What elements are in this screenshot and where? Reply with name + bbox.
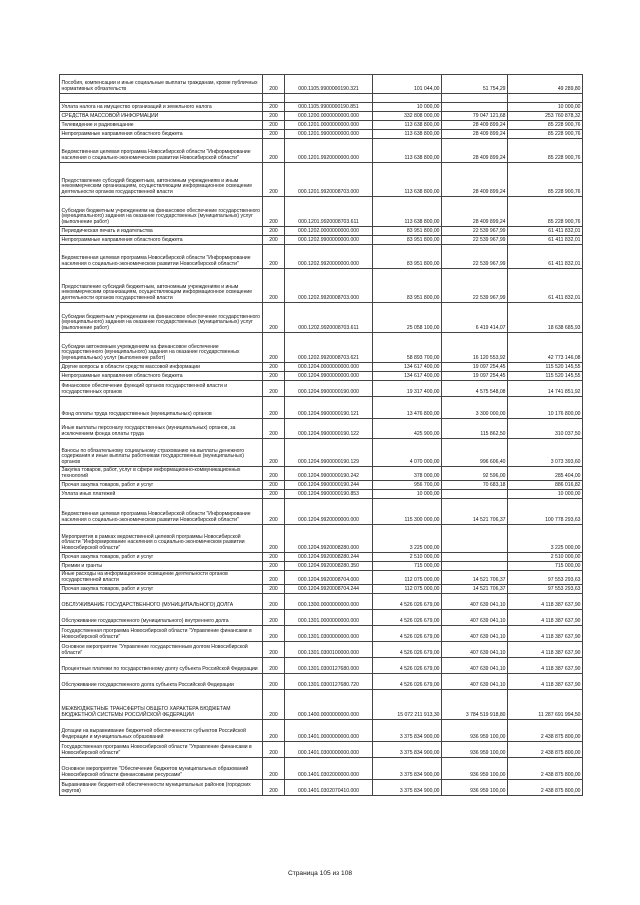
row-kvsr-cell: 200 bbox=[263, 499, 285, 525]
row-name-cell: Иные выплаты персоналу государственных (муниципальных) органов, за исключением фонда оплаты труда bbox=[60, 419, 263, 439]
row-rest-cell: 85 228 900,76 bbox=[508, 139, 583, 163]
row-rest-cell: 253 760 878,32 bbox=[508, 112, 583, 121]
row-code-cell: 000.1204.9920008280.350 bbox=[285, 562, 373, 571]
row-kvsr-cell: 200 bbox=[263, 481, 285, 490]
row-rest-cell: 886 016,82 bbox=[508, 481, 583, 490]
row-rest-cell: 3 225 000,00 bbox=[508, 525, 583, 553]
row-name-cell: Уплата иных платежей bbox=[60, 490, 263, 499]
row-exec-cell: 936 959 100,00 bbox=[442, 742, 508, 758]
row-rest-cell: 4 118 387 637,90 bbox=[508, 674, 583, 690]
row-name-cell bbox=[60, 94, 263, 103]
row-rest-cell: 10 000,00 bbox=[508, 490, 583, 499]
row-exec-cell: 115 862,50 bbox=[442, 419, 508, 439]
row-plan-cell: 101 044,00 bbox=[373, 75, 442, 94]
row-rest-cell: 97 553 293,63 bbox=[508, 571, 583, 585]
row-exec-cell: 22 539 967,99 bbox=[442, 245, 508, 269]
table-row bbox=[60, 571, 583, 585]
row-kvsr-cell bbox=[263, 94, 285, 103]
row-plan-cell: 4 070 000,00 bbox=[373, 439, 442, 467]
row-name-cell: Предоставление субсидий бюджетным, автономным учреждениям и иным некоммерческим организациям, осуществляющим информационное освещение деятельности органов государственной власти bbox=[60, 163, 263, 197]
row-exec-cell: 4 575 548,08 bbox=[442, 381, 508, 397]
row-plan-cell: 83 951 800,00 bbox=[373, 236, 442, 245]
row-kvsr-cell: 200 bbox=[263, 372, 285, 381]
row-code-cell: 000.1201.9920008703.611 bbox=[285, 197, 373, 227]
row-rest-cell: 85 228 900,76 bbox=[508, 121, 583, 130]
table-row bbox=[60, 720, 583, 742]
row-kvsr-cell: 200 bbox=[263, 121, 285, 130]
row-plan-cell: 10 000,00 bbox=[373, 490, 442, 499]
row-rest-cell: 10 176 800,00 bbox=[508, 397, 583, 419]
row-exec-cell: 28 409 899,24 bbox=[442, 197, 508, 227]
row-kvsr-cell: 200 bbox=[263, 139, 285, 163]
row-code-cell: 000.1204.0000000000.000 bbox=[285, 363, 373, 372]
row-name-cell: Субсидии бюджетным учреждениям на финансовое обеспечение государственного (муниципального) задания на оказание государственных (муниципальных) услуг (выполнение работ) bbox=[60, 303, 263, 333]
table-row bbox=[60, 227, 583, 236]
row-rest-cell: 100 778 293,63 bbox=[508, 499, 583, 525]
row-exec-cell: 22 539 967,99 bbox=[442, 269, 508, 303]
row-code-cell: 000.1301.0300000000.000 bbox=[285, 626, 373, 642]
row-exec-cell bbox=[442, 94, 508, 103]
row-exec-cell: 407 639 041,10 bbox=[442, 626, 508, 642]
row-rest-cell: 4 118 387 637,90 bbox=[508, 642, 583, 658]
row-kvsr-cell: 200 bbox=[263, 363, 285, 372]
row-exec-cell: 92 596,00 bbox=[442, 467, 508, 481]
table-row bbox=[60, 103, 583, 112]
table-row bbox=[60, 245, 583, 269]
row-rest-cell: 49 289,80 bbox=[508, 75, 583, 94]
table-row bbox=[60, 397, 583, 419]
row-name-cell: Субсидии бюджетным учреждениям на финансовое обеспечение государственного (муниципального) задания на оказание государственных (муниципальных) услуг (выполнение работ) bbox=[60, 197, 263, 227]
row-plan-cell: 113 638 800,00 bbox=[373, 121, 442, 130]
row-kvsr-cell: 200 bbox=[263, 103, 285, 112]
table-row bbox=[60, 626, 583, 642]
table-row bbox=[60, 490, 583, 499]
row-code-cell: 000.1201.9920000000.000 bbox=[285, 139, 373, 163]
row-exec-cell: 996 606,40 bbox=[442, 439, 508, 467]
row-code-cell: 000.1204.9900000190.853 bbox=[285, 490, 373, 499]
row-code-cell: 000.1204.9900000190.121 bbox=[285, 397, 373, 419]
row-exec-cell: 28 409 899,24 bbox=[442, 121, 508, 130]
row-plan-cell: 134 617 400,00 bbox=[373, 372, 442, 381]
table-row bbox=[60, 269, 583, 303]
table-row bbox=[60, 780, 583, 796]
row-kvsr-cell: 200 bbox=[263, 658, 285, 674]
table-row bbox=[60, 112, 583, 121]
row-plan-cell: 83 951 800,00 bbox=[373, 245, 442, 269]
budget-table-sheet bbox=[59, 74, 582, 796]
row-kvsr-cell: 200 bbox=[263, 553, 285, 562]
row-rest-cell: 285 404,00 bbox=[508, 467, 583, 481]
row-code-cell: 000.1204.9900000190.129 bbox=[285, 439, 373, 467]
row-exec-cell: 19 097 254,45 bbox=[442, 372, 508, 381]
row-plan-cell: 3 375 834 900,00 bbox=[373, 742, 442, 758]
table-row bbox=[60, 553, 583, 562]
table-row bbox=[60, 197, 583, 227]
row-rest-cell: 85 228 900,76 bbox=[508, 163, 583, 197]
row-name-cell: Прочая закупка товаров, работ и услуг bbox=[60, 585, 263, 594]
row-code-cell: 000.1105.9900000190.321 bbox=[285, 75, 373, 94]
row-rest-cell: 310 037,50 bbox=[508, 419, 583, 439]
row-exec-cell: 14 521 706,37 bbox=[442, 499, 508, 525]
row-name-cell: Уплата налога на имущество организаций и земельного налога bbox=[60, 103, 263, 112]
row-plan-cell: 4 526 026 679,00 bbox=[373, 642, 442, 658]
row-plan-cell: 113 638 800,00 bbox=[373, 197, 442, 227]
table-row bbox=[60, 75, 583, 94]
row-name-cell: Пособия, компенсации и иные социальные выплаты гражданам, кроме публичных нормативных обязательств bbox=[60, 75, 263, 94]
row-code-cell: 000.1202.9920008703.611 bbox=[285, 303, 373, 333]
row-code-cell: 000.1202.9920008703.621 bbox=[285, 333, 373, 363]
row-code-cell: 000.1401.0302070410.000 bbox=[285, 780, 373, 796]
row-plan-cell: 956 700,00 bbox=[373, 481, 442, 490]
row-exec-cell: 28 409 899,24 bbox=[442, 163, 508, 197]
row-exec-cell: 407 639 041,10 bbox=[442, 658, 508, 674]
row-exec-cell: 936 959 100,00 bbox=[442, 758, 508, 780]
row-plan-cell: 58 893 700,00 bbox=[373, 333, 442, 363]
table-row bbox=[60, 121, 583, 130]
row-rest-cell: 115 520 145,55 bbox=[508, 372, 583, 381]
row-name-cell: Предоставление субсидий бюджетным, автономным учреждениям и иным некоммерческим организациям, осуществляющим информационное освещение деятельности органов государственной власти bbox=[60, 269, 263, 303]
row-plan-cell: 3 375 834 900,00 bbox=[373, 780, 442, 796]
row-rest-cell bbox=[508, 94, 583, 103]
row-exec-cell bbox=[442, 525, 508, 553]
row-exec-cell: 3 300 000,00 bbox=[442, 397, 508, 419]
row-code-cell: 000.1204.9920008280.000 bbox=[285, 525, 373, 553]
row-exec-cell: 6 419 414,07 bbox=[442, 303, 508, 333]
table-row bbox=[60, 303, 583, 333]
row-kvsr-cell: 200 bbox=[263, 571, 285, 585]
row-rest-cell: 4 118 387 637,90 bbox=[508, 594, 583, 610]
row-code-cell: 000.1300.0000000000.000 bbox=[285, 594, 373, 610]
table-row bbox=[60, 139, 583, 163]
row-name-cell: Обслуживание государственного (муниципального) внутреннего долга bbox=[60, 610, 263, 626]
row-kvsr-cell: 200 bbox=[263, 758, 285, 780]
row-rest-cell: 2 438 875 800,00 bbox=[508, 720, 583, 742]
table-row bbox=[60, 674, 583, 690]
row-plan-cell: 10 000,00 bbox=[373, 103, 442, 112]
row-exec-cell bbox=[442, 553, 508, 562]
row-exec-cell: 79 047 121,68 bbox=[442, 112, 508, 121]
row-plan-cell: 4 526 026 679,00 bbox=[373, 610, 442, 626]
row-name-cell: Непрограммные направления областного бюджета bbox=[60, 130, 263, 139]
table-row bbox=[60, 130, 583, 139]
row-exec-cell bbox=[442, 562, 508, 571]
table-row bbox=[60, 419, 583, 439]
row-rest-cell: 2 438 875 800,00 bbox=[508, 780, 583, 796]
row-kvsr-cell: 200 bbox=[263, 610, 285, 626]
row-plan-cell: 3 375 834 900,00 bbox=[373, 720, 442, 742]
row-code-cell: 000.1201.0000000000.000 bbox=[285, 121, 373, 130]
table-row bbox=[60, 642, 583, 658]
row-rest-cell: 85 228 900,76 bbox=[508, 130, 583, 139]
row-rest-cell: 61 411 832,01 bbox=[508, 245, 583, 269]
row-code-cell: 000.1200.0000000000.000 bbox=[285, 112, 373, 121]
row-name-cell: Основное мероприятие "Обеспечение бюджетов муниципальных образований Новосибирской области финансовыми ресурсами" bbox=[60, 758, 263, 780]
row-kvsr-cell: 200 bbox=[263, 269, 285, 303]
row-name-cell: Периодическая печать и издательства bbox=[60, 227, 263, 236]
row-name-cell: Процентные платежи по государственному долгу субъекта Российской Федерации bbox=[60, 658, 263, 674]
table-row bbox=[60, 690, 583, 720]
row-kvsr-cell: 200 bbox=[263, 720, 285, 742]
row-code-cell: 000.1202.9920008703.000 bbox=[285, 269, 373, 303]
row-name-cell: Финансовое обеспечение функций органов государственной власти и государственных органов bbox=[60, 381, 263, 397]
row-exec-cell: 3 784 519 918,80 bbox=[442, 690, 508, 720]
row-name-cell: Ведомственная целевая программа Новосибирской области "Информирование населения о социально-экономическом развитии Новосибирской области" bbox=[60, 139, 263, 163]
row-code-cell: 000.1401.0302000000.000 bbox=[285, 758, 373, 780]
table-row bbox=[60, 594, 583, 610]
row-rest-cell: 61 411 832,01 bbox=[508, 236, 583, 245]
table-body bbox=[60, 75, 583, 796]
row-name-cell: Фонд оплаты труда государственных (муниципальных) органов bbox=[60, 397, 263, 419]
row-kvsr-cell: 200 bbox=[263, 690, 285, 720]
row-name-cell: Другие вопросы в области средств массовой информации bbox=[60, 363, 263, 372]
row-kvsr-cell: 200 bbox=[263, 642, 285, 658]
row-name-cell: Ведомственная целевая программа Новосибирской области "Информирование населения о социально-экономическом развитии Новосибирской области" bbox=[60, 245, 263, 269]
row-kvsr-cell: 200 bbox=[263, 397, 285, 419]
row-code-cell: 000.1301.0000000000.000 bbox=[285, 610, 373, 626]
row-kvsr-cell: 200 bbox=[263, 674, 285, 690]
row-plan-cell: 83 951 800,00 bbox=[373, 269, 442, 303]
row-rest-cell: 3 073 393,60 bbox=[508, 439, 583, 467]
row-exec-cell: 22 539 967,99 bbox=[442, 227, 508, 236]
row-kvsr-cell: 200 bbox=[263, 585, 285, 594]
row-exec-cell: 407 639 041,10 bbox=[442, 642, 508, 658]
row-plan-cell: 25 058 100,00 bbox=[373, 303, 442, 333]
table-row bbox=[60, 363, 583, 372]
row-code-cell: 000.1201.9900000000.000 bbox=[285, 130, 373, 139]
row-code-cell: 000.1401.0300000000.000 bbox=[285, 742, 373, 758]
row-plan-cell: 715 000,00 bbox=[373, 562, 442, 571]
row-code-cell: 000.1204.9900000000.000 bbox=[285, 372, 373, 381]
table-row bbox=[60, 758, 583, 780]
row-name-cell: Непрограммные направления областного бюджета bbox=[60, 372, 263, 381]
row-code-cell: 000.1204.9900000190.242 bbox=[285, 467, 373, 481]
row-exec-cell bbox=[442, 103, 508, 112]
table-row bbox=[60, 372, 583, 381]
row-kvsr-cell: 200 bbox=[263, 525, 285, 553]
row-exec-cell: 70 683,18 bbox=[442, 481, 508, 490]
row-plan-cell: 3 225 000,00 bbox=[373, 525, 442, 553]
row-code-cell: 000.1204.9900000190.244 bbox=[285, 481, 373, 490]
row-code-cell: 000.1401.0000000000.000 bbox=[285, 720, 373, 742]
row-name-cell: Ведомственная целевая программа Новосибирской области "Информирование населения о социально-экономическом развитии Новосибирской области" bbox=[60, 499, 263, 525]
row-kvsr-cell: 200 bbox=[263, 197, 285, 227]
row-name-cell: Премии и гранты bbox=[60, 562, 263, 571]
row-code-cell: 000.1204.9900000190.122 bbox=[285, 419, 373, 439]
row-code-cell: 000.1202.0000000000.000 bbox=[285, 227, 373, 236]
table-row bbox=[60, 439, 583, 467]
row-name-cell: СРЕДСТВА МАССОВОЙ ИНФОРМАЦИИ bbox=[60, 112, 263, 121]
row-kvsr-cell: 200 bbox=[263, 381, 285, 397]
row-code-cell: 000.1301.0300127680.720 bbox=[285, 674, 373, 690]
table-row bbox=[60, 333, 583, 363]
row-plan-cell: 4 526 026 679,00 bbox=[373, 594, 442, 610]
row-rest-cell: 715 000,00 bbox=[508, 562, 583, 571]
table-row bbox=[60, 163, 583, 197]
budget-execution-table bbox=[59, 74, 583, 796]
row-plan-cell: 4 526 026 679,00 bbox=[373, 658, 442, 674]
row-plan-cell: 113 638 800,00 bbox=[373, 130, 442, 139]
row-kvsr-cell: 200 bbox=[263, 419, 285, 439]
row-code-cell: 000.1105.9900000190.851 bbox=[285, 103, 373, 112]
table-row bbox=[60, 742, 583, 758]
row-plan-cell: 4 526 026 679,00 bbox=[373, 674, 442, 690]
row-kvsr-cell: 200 bbox=[263, 780, 285, 796]
row-code-cell: 000.1400.0000000000.000 bbox=[285, 690, 373, 720]
row-plan-cell: 19 317 400,00 bbox=[373, 381, 442, 397]
row-kvsr-cell: 200 bbox=[263, 742, 285, 758]
row-code-cell: 000.1301.0300127680.000 bbox=[285, 658, 373, 674]
row-rest-cell: 4 118 387 637,90 bbox=[508, 658, 583, 674]
row-kvsr-cell: 200 bbox=[263, 562, 285, 571]
table-row bbox=[60, 525, 583, 553]
row-plan-cell: 13 476 800,00 bbox=[373, 397, 442, 419]
row-kvsr-cell: 200 bbox=[263, 303, 285, 333]
row-code-cell: 000.1204.9920008704.000 bbox=[285, 571, 373, 585]
row-kvsr-cell: 200 bbox=[263, 245, 285, 269]
row-plan-cell: 425 900,00 bbox=[373, 419, 442, 439]
row-rest-cell: 115 520 145,55 bbox=[508, 363, 583, 372]
row-kvsr-cell: 200 bbox=[263, 333, 285, 363]
table-row bbox=[60, 236, 583, 245]
table-row bbox=[60, 381, 583, 397]
row-name-cell: Закупка товаров, работ, услуг в сфере информационно-коммуникационных технологий bbox=[60, 467, 263, 481]
row-code-cell: 000.1202.9920000000.000 bbox=[285, 245, 373, 269]
row-name-cell: Государственная программа Новосибирской области "Управление финансами в Новосибирской области" bbox=[60, 626, 263, 642]
row-kvsr-cell: 200 bbox=[263, 467, 285, 481]
row-name-cell: Прочая закупка товаров, работ и услуг bbox=[60, 553, 263, 562]
row-kvsr-cell: 200 bbox=[263, 227, 285, 236]
table-row bbox=[60, 467, 583, 481]
row-code-cell: 000.1204.9920008280.244 bbox=[285, 553, 373, 562]
row-exec-cell: 407 639 041,10 bbox=[442, 610, 508, 626]
row-code-cell: 000.1301.0300100000.000 bbox=[285, 642, 373, 658]
table-row bbox=[60, 562, 583, 571]
row-code-cell: 000.1204.9920000000.000 bbox=[285, 499, 373, 525]
row-kvsr-cell: 200 bbox=[263, 439, 285, 467]
row-name-cell: МЕЖБЮДЖЕТНЫЕ ТРАНСФЕРТЫ ОБЩЕГО ХАРАКТЕРА БЮДЖЕТАМ БЮДЖЕТНОЙ СИСТЕМЫ РОССИЙСКОЙ ФЕДЕРАЦИИ bbox=[60, 690, 263, 720]
row-rest-cell: 4 118 387 637,90 bbox=[508, 626, 583, 642]
row-rest-cell: 14 741 851,92 bbox=[508, 381, 583, 397]
row-exec-cell: 28 409 899,24 bbox=[442, 130, 508, 139]
row-kvsr-cell: 200 bbox=[263, 490, 285, 499]
row-plan-cell: 112 075 000,00 bbox=[373, 585, 442, 594]
table-row bbox=[60, 94, 583, 103]
row-rest-cell: 2 438 875 800,00 bbox=[508, 742, 583, 758]
row-exec-cell: 28 409 899,24 bbox=[442, 139, 508, 163]
row-plan-cell: 83 951 800,00 bbox=[373, 227, 442, 236]
table-row bbox=[60, 610, 583, 626]
row-kvsr-cell: 200 bbox=[263, 75, 285, 94]
row-name-cell: Прочая закупка товаров, работ и услуг bbox=[60, 481, 263, 490]
table-row bbox=[60, 585, 583, 594]
row-name-cell: Мероприятия в рамках ведомственной целевой программы Новосибирской области "Информирование населения о социально-экономическом развитии Новосибирской области" bbox=[60, 525, 263, 553]
row-plan-cell: 378 000,00 bbox=[373, 467, 442, 481]
row-code-cell: 000.1204.9900000190.000 bbox=[285, 381, 373, 397]
row-exec-cell: 16 120 553,92 bbox=[442, 333, 508, 363]
row-rest-cell: 10 000,00 bbox=[508, 103, 583, 112]
row-code-cell: 000.1201.9920008703.000 bbox=[285, 163, 373, 197]
row-name-cell: Основное мероприятие "Управление государственным долгом Новосибирской области" bbox=[60, 642, 263, 658]
row-plan-cell: 2 510 000,00 bbox=[373, 553, 442, 562]
row-exec-cell: 936 959 100,00 bbox=[442, 780, 508, 796]
row-name-cell: Взносы по обязательному социальному страхованию на выплаты денежного содержания и иные выплаты работникам государственных (муниципальных) органов bbox=[60, 439, 263, 467]
row-name-cell: Иные расходы на информационное освещение деятельности органов государственной власти bbox=[60, 571, 263, 585]
page-number: Страница 105 из 108 bbox=[287, 870, 353, 877]
row-plan-cell: 3 375 834 900,00 bbox=[373, 758, 442, 780]
row-rest-cell: 4 118 387 637,90 bbox=[508, 610, 583, 626]
row-plan-cell: 4 526 026 679,00 bbox=[373, 626, 442, 642]
row-kvsr-cell: 200 bbox=[263, 236, 285, 245]
row-kvsr-cell: 200 bbox=[263, 112, 285, 121]
row-rest-cell: 97 553 293,63 bbox=[508, 585, 583, 594]
row-exec-cell: 19 097 254,45 bbox=[442, 363, 508, 372]
row-code-cell: 000.1202.9900000000.000 bbox=[285, 236, 373, 245]
row-name-cell: Непрограммные направления областного бюджета bbox=[60, 236, 263, 245]
row-plan-cell bbox=[373, 94, 442, 103]
row-code-cell bbox=[285, 94, 373, 103]
row-kvsr-cell: 200 bbox=[263, 594, 285, 610]
row-plan-cell: 15 072 211 913,30 bbox=[373, 690, 442, 720]
row-code-cell: 000.1204.9920008704.244 bbox=[285, 585, 373, 594]
row-rest-cell: 61 411 832,01 bbox=[508, 227, 583, 236]
table-row bbox=[60, 499, 583, 525]
row-kvsr-cell: 200 bbox=[263, 130, 285, 139]
row-exec-cell: 22 539 967,99 bbox=[442, 236, 508, 245]
row-kvsr-cell: 200 bbox=[263, 163, 285, 197]
table-row bbox=[60, 481, 583, 490]
row-rest-cell: 11 287 691 994,50 bbox=[508, 690, 583, 720]
row-name-cell: Телевидение и радиовещание bbox=[60, 121, 263, 130]
row-name-cell: ОБСЛУЖИВАНИЕ ГОСУДАРСТВЕННОГО (МУНИЦИПАЛЬНОГО) ДОЛГА bbox=[60, 594, 263, 610]
row-name-cell: Субсидии автономным учреждениям на финансовое обеспечение государственного (муниципального) задания на оказание государственных (муниципальных) услуг (выполнение работ) bbox=[60, 333, 263, 363]
row-rest-cell: 18 638 685,93 bbox=[508, 303, 583, 333]
row-rest-cell: 2 438 875 800,00 bbox=[508, 758, 583, 780]
row-exec-cell: 936 959 100,00 bbox=[442, 720, 508, 742]
row-rest-cell: 42 773 146,08 bbox=[508, 333, 583, 363]
row-plan-cell: 332 808 000,00 bbox=[373, 112, 442, 121]
row-exec-cell: 407 639 041,10 bbox=[442, 674, 508, 690]
row-name-cell: Обслуживание государственного долга субъекта Российской Федерации bbox=[60, 674, 263, 690]
row-exec-cell bbox=[442, 490, 508, 499]
row-exec-cell: 14 521 706,37 bbox=[442, 571, 508, 585]
row-plan-cell: 113 638 800,00 bbox=[373, 163, 442, 197]
row-rest-cell: 61 411 832,01 bbox=[508, 269, 583, 303]
row-plan-cell: 113 638 800,00 bbox=[373, 139, 442, 163]
row-name-cell: Выравнивание бюджетной обеспеченности муниципальных районов (городских округов) bbox=[60, 780, 263, 796]
row-plan-cell: 115 300 000,00 bbox=[373, 499, 442, 525]
row-exec-cell: 407 639 041,10 bbox=[442, 594, 508, 610]
table-row bbox=[60, 658, 583, 674]
row-exec-cell: 14 521 706,37 bbox=[442, 585, 508, 594]
row-name-cell: Государственная программа Новосибирской области "Управление финансами в Новосибирской области" bbox=[60, 742, 263, 758]
row-name-cell: Дотации на выравнивание бюджетной обеспеченности субъектов Российской Федерации и муниципальных образований bbox=[60, 720, 263, 742]
row-plan-cell: 134 617 400,00 bbox=[373, 363, 442, 372]
row-rest-cell: 85 228 900,76 bbox=[508, 197, 583, 227]
row-kvsr-cell: 200 bbox=[263, 626, 285, 642]
row-plan-cell: 112 075 000,00 bbox=[373, 571, 442, 585]
row-exec-cell: 51 754,29 bbox=[442, 75, 508, 94]
row-rest-cell: 2 510 000,00 bbox=[508, 553, 583, 562]
